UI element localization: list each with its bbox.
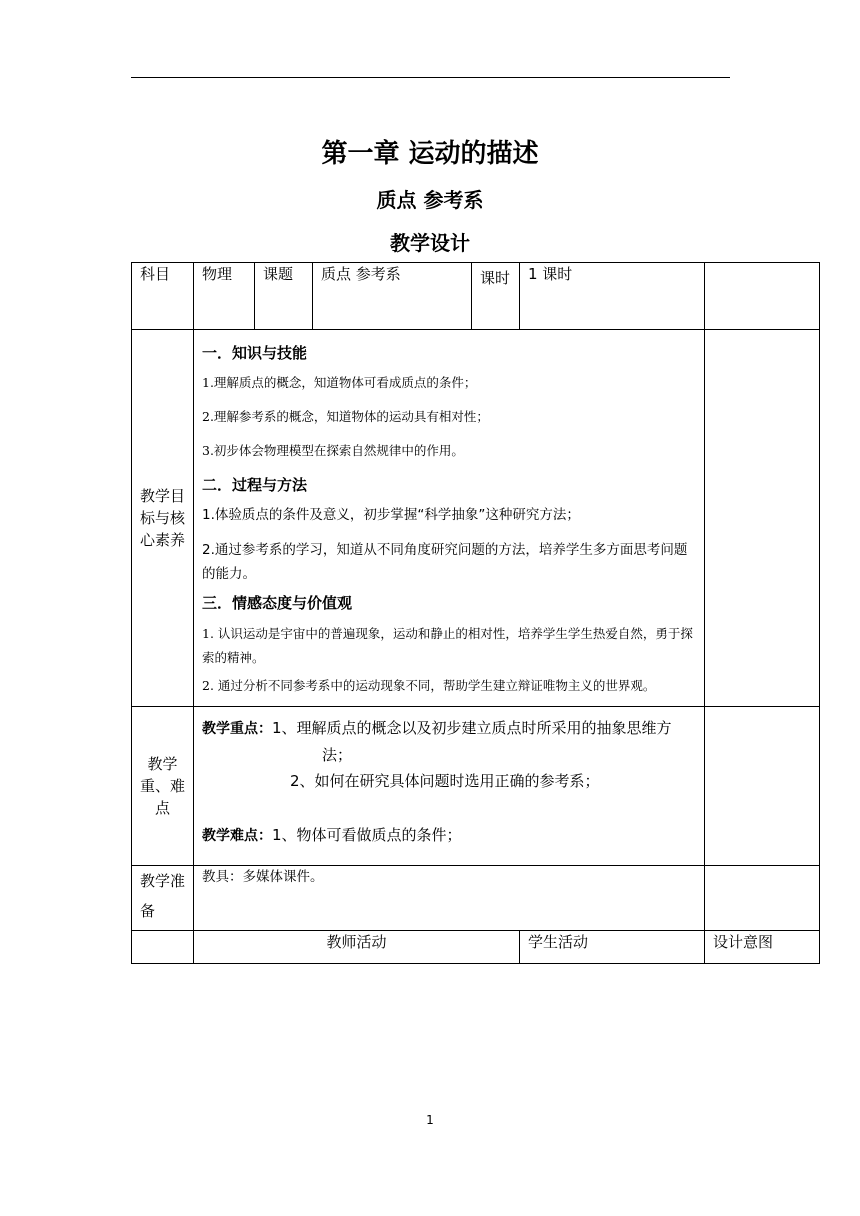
section1-title: 一．知识与技能	[202, 344, 308, 362]
focus-item-1a: 1、理解质点的概念以及初步建立质点时所采用的抽象思维方	[272, 719, 672, 737]
subject-label: 科目	[132, 263, 194, 330]
lesson-subtitle: 质点 参考系	[376, 188, 484, 212]
difficulty-label: 教学难点：	[202, 828, 272, 844]
section3-item: 2. 通过分析不同参考系中的运动现象不同，帮助学生建立辩证唯物主义的世界观。	[202, 678, 656, 693]
prep-text: 教具：多媒体课件。	[194, 866, 705, 931]
design-title: 教学设计	[390, 231, 470, 255]
section2-item: 2.通过参考系的学习，知道从不同角度研究问题的方法，培养学生多方面思考问题的能力。	[202, 542, 688, 582]
focus-label: 教学重点：	[202, 721, 272, 737]
header-row	[132, 263, 820, 330]
goals-row	[132, 330, 820, 707]
goals-content	[194, 330, 705, 707]
chapter-title: 第一章 运动的描述	[321, 139, 539, 169]
prep-row	[132, 866, 820, 931]
focus-item-2: 2、如何在研究具体问题时选用正确的参考系；	[290, 772, 600, 790]
prep-label: 教学准备	[132, 866, 194, 931]
difficulty-line	[202, 822, 696, 849]
topic-value: 质点 参考系	[313, 263, 472, 330]
teacher-activity-header: 教师活动	[194, 931, 520, 964]
key-points-content	[194, 707, 705, 866]
section1-item: 1.理解质点的概念，知道物体可看成质点的条件；	[202, 375, 477, 390]
difficulty-item-1: 1、物体可看做质点的条件；	[272, 826, 462, 844]
focus-item-1b: 法；	[322, 746, 353, 764]
key-points-label: 教学重、难点	[132, 707, 194, 866]
section2-item: 1.体验质点的条件及意义，初步掌握“科学抽象”这种研究方法；	[202, 507, 580, 523]
goals-label: 教学目标与核心素养	[132, 330, 194, 707]
header-rule	[131, 77, 730, 78]
lesson-plan-table	[131, 262, 820, 964]
prep-empty-cell	[705, 866, 820, 931]
section2-title: 二．过程与方法	[202, 476, 308, 494]
key-points-row	[132, 707, 820, 866]
activity-header-row	[132, 931, 820, 964]
hours-value: 1 课时	[520, 263, 705, 330]
hours-label: 课时	[472, 263, 520, 330]
student-activity-header: 学生活动	[520, 931, 705, 964]
page-number: 1	[426, 1113, 434, 1127]
topic-label: 课题	[255, 263, 313, 330]
header-empty-cell	[705, 263, 820, 330]
activity-empty-cell	[132, 931, 194, 964]
focus-line	[202, 715, 696, 742]
goals-empty-cell	[705, 330, 820, 707]
design-intent-header: 设计意图	[705, 931, 820, 964]
section3-title: 三．情感态度与价值观	[202, 594, 353, 612]
key-points-empty-cell	[705, 707, 820, 866]
section3-item: 1. 认识运动是宇宙中的普遍现象，运动和静止的相对性，培养学生学生热爱自然，勇于探索的精神。	[202, 626, 693, 665]
section1-item: 2.理解参考系的概念，知道物体的运动具有相对性；	[202, 409, 489, 424]
section1-item: 3.初步体会物理模型在探索自然规律中的作用。	[202, 443, 464, 458]
subject-value: 物理	[194, 263, 255, 330]
